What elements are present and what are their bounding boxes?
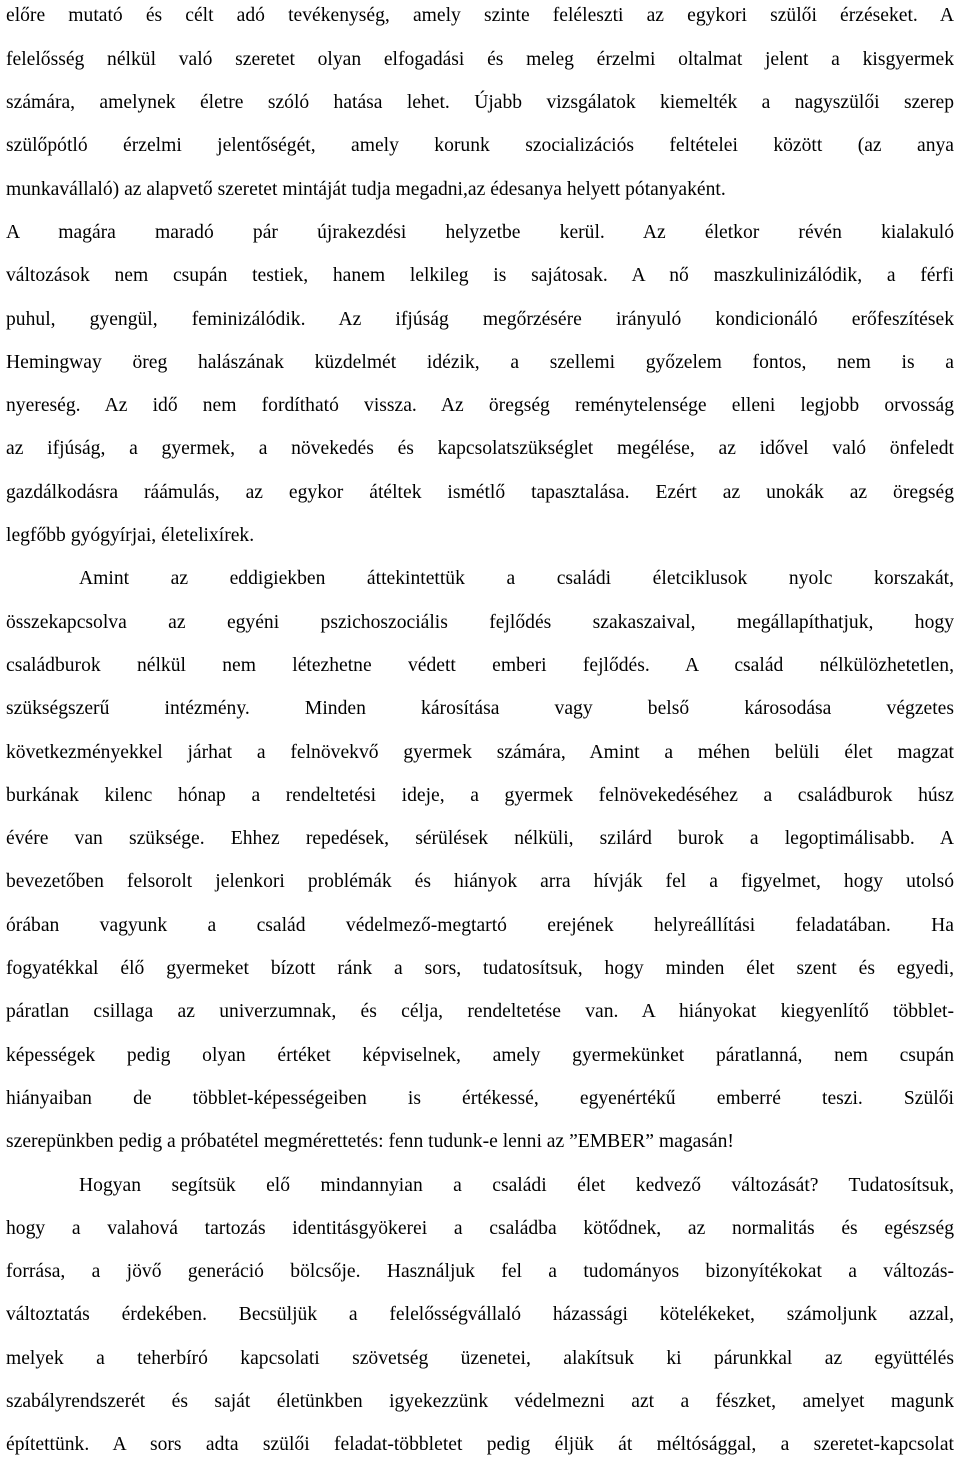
text-line: képességek pedig olyan értéket képviselnek, amely gyermekünket páratlanná, nem csupán xyxy=(6,1044,954,1066)
text-line: szabályrendszerét és saját életünkben igyekezzünk védelmezni azt a fészket, amelyet magunk xyxy=(6,1391,954,1412)
text-line: családburok nélkül nem létezhetne védett emberi fejlődés. A család nélkülözhetetlen, xyxy=(6,654,954,676)
text-line: változások nem csupán testiek, hanem lelkileg is sajátosak. A nő maszkulinizálódik, a férfi xyxy=(6,265,954,287)
text-line: Hogyan segítsük elő mindannyian a családi élet kedvező változását? Tudatosítsuk, xyxy=(79,1174,954,1196)
text-line: páratlan csillaga az univerzumnak, és célja, rendeltetése van. A hiányokat kiegyenlítő többlet- xyxy=(6,1001,954,1023)
text-line: felelősség nélkül való szeretet olyan elfogadási és meleg érzelmi oltalmat jelent a kisgyermek xyxy=(6,48,954,70)
text-line: változtatás érdekében. Becsüljük a felelősségvállaló házassági kötelékeket, számoljunk azzal, xyxy=(6,1304,954,1326)
text-line: előre mutató és célt adó tevékenység, amely szinte feléleszti az egykori szülői érzéseket. A xyxy=(6,5,954,27)
text-line: forrása, a jövő generáció bölcsője. Használjuk fel a tudományos bizonyítékokat a változás- xyxy=(6,1261,954,1283)
text-line: számára, amelynek életre szóló hatása lehet. Újabb vizsgálatok kiemelték a nagyszülői szerep xyxy=(6,92,954,113)
text-line: puhul, gyengül, feminizálódik. Az ifjúság megőrzésére irányuló kondicionáló erőfeszítések xyxy=(6,308,954,330)
text-line: munkavállaló) az alapvető szeretet mintáját tudja megadni,az édesanya helyett pótanyaként. xyxy=(6,178,726,200)
text-line: A magára maradó pár újrakezdési helyzetbe kerül. Az életkor révén kialakuló xyxy=(6,221,954,243)
text-line: következményekkel járhat a felnövekvő gyermek számára, Amint a méhen belüli élet magzat xyxy=(6,741,954,763)
text-line: szükségszerű intézmény. Minden károsítása vagy belső károsodása végzetes xyxy=(6,698,954,720)
text-line: melyek a teherbíró kapcsolati szövetség üzenetei, alakítsuk ki párunkkal az együttélés xyxy=(6,1347,954,1369)
text-line: hiányaiban de többlet-képességeiben is értékessé, egyenértékű emberré teszi. Szülői xyxy=(6,1087,954,1109)
text-line: bevezetőben felsorolt jelenkori problémák és hiányok arra hívják fel a figyelmet, hogy utolsó xyxy=(6,871,954,893)
text-line: gazdálkodásra ráámulás, az egykor átéltek ismétlő tapasztalása. Ezért az unokák az öregség xyxy=(6,481,954,503)
text-line: Amint az eddigiekben áttekintettük a családi életciklusok nyolc korszakát, xyxy=(79,568,954,590)
text-line: Hemingway öreg halászának küzdelmét idézik, a szellemi győzelem fontos, nem is a xyxy=(6,351,954,373)
text-line: burkának kilenc hónap a rendeltetési ideje, a gyermek felnövekedéséhez a családburok húsz xyxy=(6,784,954,806)
text-line: összekapcsolva az egyéni pszichoszociális fejlődés szakaszaival, megállapíthatjuk, hogy xyxy=(6,611,954,633)
text-line: szülőpótló érzelmi jelentőségét, amely korunk szocializációs feltételei között (az anya xyxy=(6,135,954,157)
text-line: fogyatékkal élő gyermeket bízott ránk a sors, tudatosítsuk, hogy minden élet szent és egyedi, xyxy=(6,958,954,979)
text-line: szerepünkben pedig a próbatétel megmérettetés: fenn tudunk-e lenni az ”EMBER” magasán! xyxy=(6,1131,734,1153)
text-line: évére van szüksége. Ehhez repedések, sérülések nélküli, szilárd burok a legoptimálisabb. A xyxy=(6,828,954,850)
text-line: hogy a valahová tartozás identitásgyökerei a családba kötődnek, az normalitás és egészség xyxy=(6,1217,954,1239)
text-line: órában vagyunk a család védelmező-megtartó erejének helyreállítási feladatában. Ha xyxy=(6,914,954,936)
text-line: építettünk. A sors adta szülői feladat-többletet pedig éljük át méltósággal, a szeretet-kapcsolat xyxy=(6,1434,954,1456)
text-line: az ifjúság, a gyermek, a növekedés és kapcsolatszükséglet megélése, az idővel való önfeledt xyxy=(6,438,954,460)
text-line: legfőbb gyógyírjai, életelixírek. xyxy=(6,525,255,546)
text-line: nyereség. Az idő nem fordítható vissza. Az öregség reménytelensége elleni legjobb orvosság xyxy=(6,395,954,417)
